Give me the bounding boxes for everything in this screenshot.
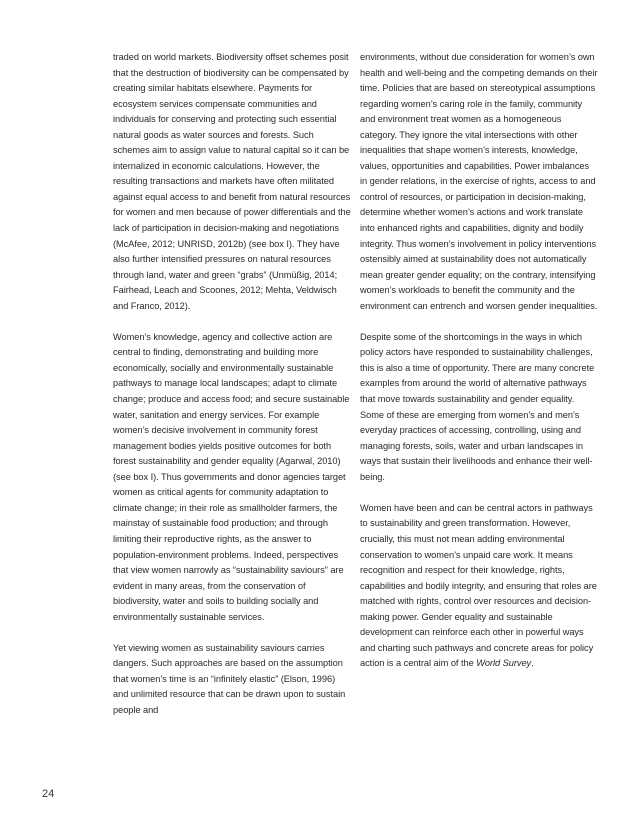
paragraph: Despite some of the shortcomings in the ways in which policy actors have responded to sustainability challenges, this is also a time of opportunity. There are many concrete examples from around the world of alternative pathways that move towards sustainability and gender equality. Some of these are emerging from women’s and men’s everyday practices of accessing, controlling, using and managing forests, soils, water and urban landscapes in ways that sustain their livelihoods and enhance their well-being. — [360, 331, 595, 482]
paragraph — [360, 501, 598, 672]
paragraph: environments, without due consideration for women’s own health and well-being and the competing demands on their time. Policies that are based on stereotypical assumptions regarding women’s caring role in the family, community and environment treat women as a homogeneous category. They ignore the vital intersections with other inequalities that shape women’s interests, knowledge, values, opportunities and capabilities. Power imbalances in gender relations, in the exercise of rights, access to and control of resources, or participation in decision-making, determine whether women’s actions and work translate into enhanced rights and capabilities, dignity and bodily integrity. Thus women’s involvement in policy interventions ostensibly aimed at sustainability does not automatically mean greater gender equality; on the contrary, intensifying women’s workloads to benefit the community and the environment can entrench and worsen gender inequalities. — [360, 52, 598, 311]
paragraph: traded on world markets. Biodiversity offset schemes posit that the destruction of biodiversity can be compensated by creating similar habitats elsewhere. Payments for ecosystem services compensate communities and individuals for conserving and protecting such essential natural goods as water sources and forests. Such schemes aim to assign value to natural capital so it can be internalized in economic calculations. However, the resulting transactions and markets have often militated against equal access to and benefit from natural resources for women and men because of power differentials and the lack of participation in decision-making and negotiations (McAfee, 2012; UNRISD, 2012b) (see box I). They have also further intensified pressures on natural resources through land, water and green “grabs” (Unmüßig, 2014; Fairhead, Leach and Scoones, 2012; Mehta, Veldwisch and Franco, 2012). — [113, 52, 351, 311]
sentence-end: . — [531, 658, 534, 669]
publication-title: World Survey — [476, 658, 532, 669]
left-column — [113, 50, 351, 734]
paragraph: Yet viewing women as sustainability saviours carries dangers. Such approaches are based on the assumption that women’s time is an “infinitely elastic” (Elson, 1996) and unlimited resource that can be drawn upon to sustain people and — [113, 642, 346, 715]
right-column — [360, 50, 598, 687]
paragraph-text: Women have been and can be central actors in pathways to sustainability and green transformation. However, crucially, this must not mean adding environmental conservation to women’s unpaid care work. It means recognition and respect for their knowledge, rights, capabilities and bodily integrity, and ensuring that roles are matched with rights, control over resources and decision-making power. Gender equality and sustainable development can reinforce each other in powerful ways and charting such pathways and concrete areas for policy action is a central aim of the — [360, 502, 597, 669]
page-number: 24 — [42, 788, 55, 800]
paragraph: Women’s knowledge, agency and collective action are central to finding, demonstrating and building more economically, socially and environmentally sustainable pathways to manage local landscapes; adapt to climate change; produce and access food; and secure sustainable water, sanitation and energy services. For example women’s decisive involvement in community forest management bodies yields positive outcomes for both forest sustainability and gender equality (Agarwal, 2010) (see box I). Thus governments and donor agencies target women as critical agents for community adaptation to climate change; in their role as smallholder farmers, the mainstay of sustainable food production; and through limiting their reproductive rights, as the answer to population-environment problems. Indeed, perspectives that view women narrowly as “sustainability saviours” are evident in many areas, from the conservation of biodiversity, water and soils to building socially and environmentally sustainable services. — [113, 331, 350, 622]
